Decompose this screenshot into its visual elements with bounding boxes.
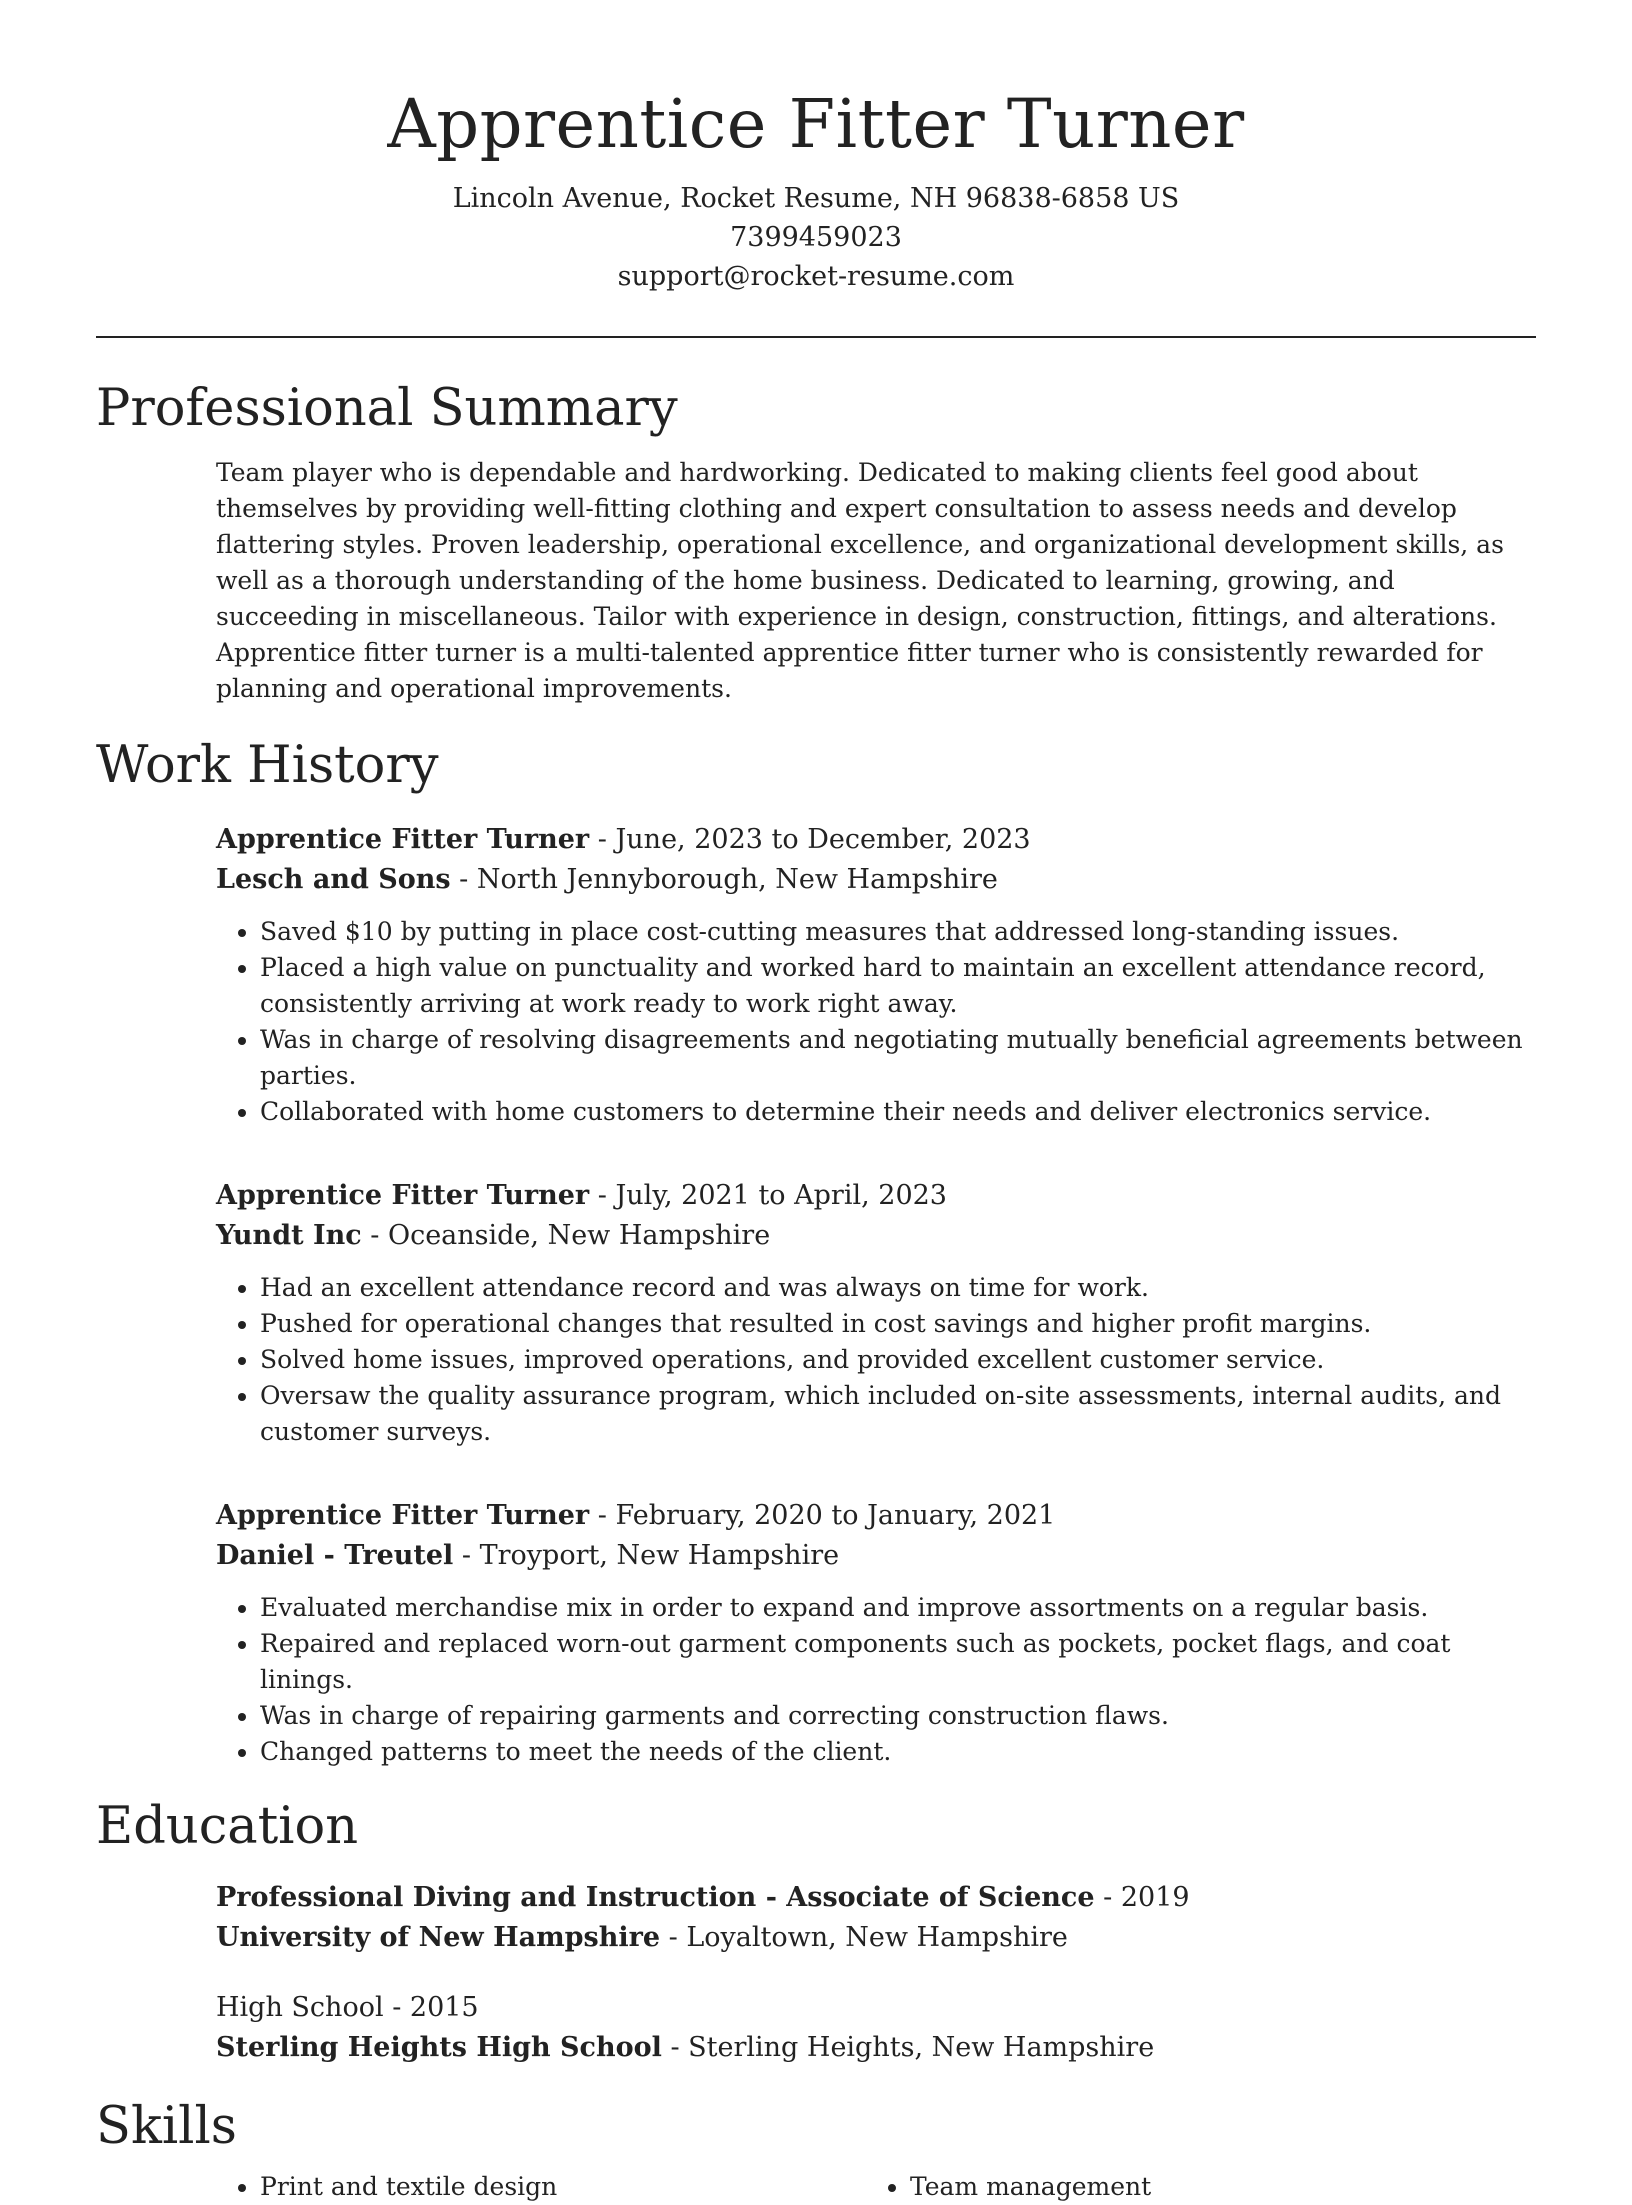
job-company: Yundt Inc: [216, 1220, 362, 1252]
resume-page: [96, 0, 1536, 2205]
education-school-line: [216, 1918, 1536, 1958]
job-role: Apprentice Fitter Turner: [216, 824, 590, 856]
list-item: • Saved $10 by putting in place cost-cutting measures that addressed long-standing issues.: [260, 914, 1536, 950]
list-item: • Placed a high value on punctuality and worked hard to maintain an excellent attendance record, consistently arriving at work ready to work right away.: [260, 950, 1536, 1022]
skills-column-left: [216, 2169, 866, 2205]
education-school: Sterling Heights High School: [216, 2031, 662, 2063]
section-title-education: Education: [96, 1797, 359, 1857]
education-entry: [216, 1878, 1536, 1958]
education-school: University of New Hampshire: [216, 1921, 661, 1953]
header-divider: [96, 336, 1536, 338]
list-item: • Repaired and replaced worn-out garment components such as pockets, pocket flags, and coat linings.: [260, 1626, 1536, 1698]
candidate-name: Apprentice Fitter Turner: [387, 85, 1245, 163]
education-location: - Sterling Heights, New Hampshire: [670, 2031, 1155, 2063]
job-role: Apprentice Fitter Turner: [216, 1500, 590, 1532]
section-title-summary: Professional Summary: [96, 379, 678, 439]
list-item: • Was in charge of resolving disagreements and negotiating mutually beneficial agreements between parties.: [260, 1022, 1536, 1094]
skills-grid: [216, 2169, 1536, 2205]
skill-item: • Team management: [910, 2169, 1516, 2205]
work-history-section: [96, 735, 1536, 1770]
list-item: • Changed patterns to meet the needs of the client.: [260, 1734, 1536, 1770]
skills-column-right: [866, 2169, 1516, 2205]
job-entry: [216, 1176, 1536, 1450]
education-school-line: [216, 2028, 1536, 2068]
job-dates: - June, 2023 to December, 2023: [597, 824, 1031, 856]
job-company: Daniel - Treutel: [216, 1540, 454, 1572]
summary-text: Team player who is dependable and hardworking. Dedicated to making clients feel good about themselves by providing well-fitting clothing and expert consultation to assess needs and develop flattering styles. Proven leadership, operational excellence, and organizational development skills, as well as a thorough understanding of the home business. Dedicated to learning, growing, and succeeding in miscellaneous. Tailor with experience in design, construction, fittings, and alterations. Apprentice fitter turner is a multi-talented apprentice fitter turner who is consistently rewarded for planning and operational improvements.: [216, 458, 1504, 704]
job-bullets: [216, 1590, 1536, 1770]
education-program: Professional Diving and Instruction - Associate of Science: [216, 1881, 1095, 1913]
education-year: - 2015: [392, 1991, 479, 2023]
education-section: [96, 1796, 1536, 2067]
job-dates: - July, 2021 to April, 2023: [597, 1180, 947, 1212]
education-program-line: [216, 1988, 1536, 2028]
address: Lincoln Avenue, Rocket Resume, NH 96838-6858 US: [452, 183, 1180, 215]
education-entry: [216, 1988, 1536, 2068]
job-entry: [216, 820, 1536, 1130]
job-location: - Oceanside, New Hampshire: [370, 1220, 771, 1252]
job-bullets: [216, 914, 1536, 1130]
job-title-line: [216, 820, 1536, 860]
email-address: support@rocket-resume.com: [617, 261, 1015, 293]
job-title-line: [216, 1176, 1536, 1216]
summary-section: [96, 378, 1536, 707]
job-company-line: [216, 1216, 1536, 1256]
section-title-skills: Skills: [96, 2096, 237, 2156]
skill-item: • Print and textile design: [260, 2169, 866, 2205]
education-program-line: [216, 1878, 1536, 1918]
job-bullets: [216, 1270, 1536, 1450]
job-role: Apprentice Fitter Turner: [216, 1180, 590, 1212]
phone-number: 7399459023: [730, 222, 902, 254]
list-item: • Had an excellent attendance record and was always on time for work.: [260, 1270, 1536, 1306]
job-location: - North Jennyborough, New Hampshire: [459, 864, 998, 896]
education-location: - Loyaltown, New Hampshire: [668, 1921, 1068, 1953]
job-entry: [216, 1496, 1536, 1770]
resume-header: [96, 0, 1536, 296]
list-item: • Oversaw the quality assurance program, which included on-site assessments, internal audits, and customer surveys.: [260, 1378, 1536, 1450]
job-company-line: [216, 860, 1536, 900]
job-title-line: [216, 1496, 1536, 1536]
job-dates: - February, 2020 to January, 2021: [597, 1500, 1056, 1532]
list-item: • Collaborated with home customers to determine their needs and deliver electronics service.: [260, 1094, 1536, 1130]
section-title-work-history: Work History: [96, 736, 439, 796]
list-item: • Evaluated merchandise mix in order to expand and improve assortments on a regular basis.: [260, 1590, 1536, 1626]
job-company-line: [216, 1536, 1536, 1576]
education-year: - 2019: [1103, 1881, 1190, 1913]
list-item: • Was in charge of repairing garments and correcting construction flaws.: [260, 1698, 1536, 1734]
job-location: - Troyport, New Hampshire: [461, 1540, 840, 1572]
list-item: • Solved home issues, improved operations, and provided excellent customer service.: [260, 1342, 1536, 1378]
education-program: High School: [216, 1991, 384, 2023]
list-item: • Pushed for operational changes that resulted in cost savings and higher profit margins.: [260, 1306, 1536, 1342]
job-company: Lesch and Sons: [216, 864, 451, 896]
